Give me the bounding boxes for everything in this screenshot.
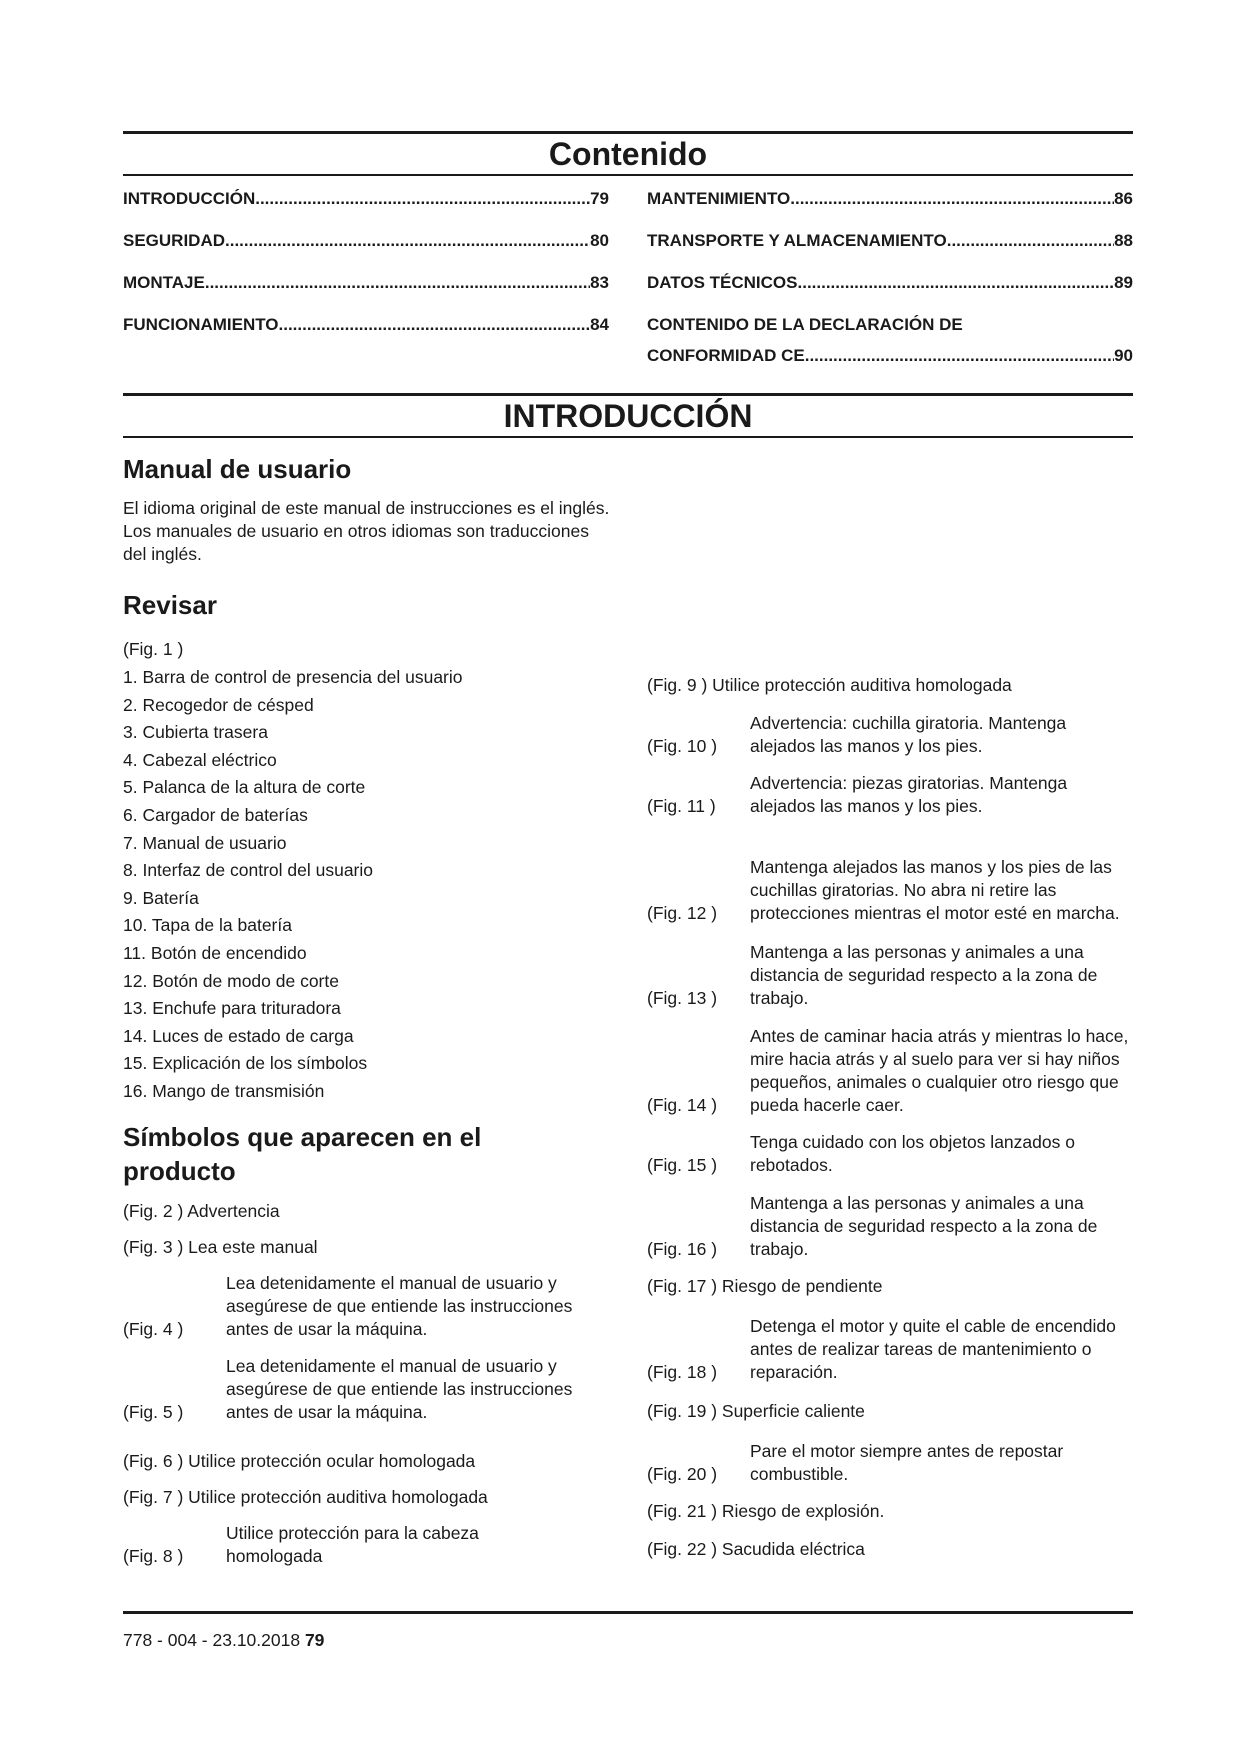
symbol-entry [123, 1450, 475, 1473]
symbol-entry [123, 1200, 280, 1223]
symbol-entry [647, 772, 1133, 818]
fig-label: (Fig. 20 ) [647, 1464, 718, 1484]
toc-right-column [647, 188, 1133, 366]
symbol-entry [647, 674, 1012, 697]
symbol-entry [647, 1500, 884, 1523]
fig-label: (Fig. 12 ) [647, 903, 718, 923]
symbol-entry [647, 1131, 1133, 1177]
symbol-entry [647, 1538, 865, 1561]
fig-label: (Fig. 15 ) [647, 1155, 718, 1175]
fig-text: Lea detenidamente el manual de usuario y asegúrese de que entiende las instrucciones antes de usar la máquina. [226, 1356, 573, 1422]
list-item: 11. Botón de encendido [123, 942, 307, 963]
fig-text: Utilice protección ocular homologada [188, 1451, 476, 1471]
fig-text: Lea detenidamente el manual de usuario y asegúrese de que entiende las instrucciones antes de usar la máquina. [226, 1273, 573, 1339]
symbol-entry [647, 1275, 882, 1298]
fig-label: (Fig. 3 ) [123, 1237, 184, 1257]
symbol-entry [647, 941, 1133, 1010]
fig-label: (Fig. 10 ) [647, 736, 718, 756]
doc-reference: 778 - 004 - 23.10.2018 [123, 1630, 305, 1650]
review-fig-ref: (Fig. 1 ) [123, 639, 184, 659]
toc-entry[interactable]: MONTAJE ..... 83 [123, 272, 609, 314]
toc-entry[interactable]: INTRODUCCIÓN ..... 79 [123, 188, 609, 230]
fig-label: (Fig. 11 ) [647, 796, 716, 816]
fig-label: (Fig. 13 ) [647, 988, 718, 1008]
fig-text: Sacudida eléctrica [721, 1539, 865, 1559]
list-item: 8. Interfaz de control del usuario [123, 860, 374, 881]
symbol-entry [647, 1400, 865, 1423]
fig-label: (Fig. 22 ) [647, 1539, 718, 1559]
section-top-rule [123, 393, 1133, 396]
toc-entry[interactable]: SEGURIDAD ..... 80 [123, 230, 609, 272]
symbol-entry [123, 1236, 318, 1259]
footer-rule [123, 1611, 1133, 1614]
list-item: 15. Explicación de los símbolos [123, 1053, 368, 1074]
list-item: 5. Palanca de la altura de corte [123, 777, 366, 798]
page-number: 79 [304, 1630, 325, 1650]
fig-text: Lea este manual [188, 1237, 318, 1257]
list-item: 2. Recogedor de césped [123, 694, 314, 715]
fig-label: (Fig. 7 ) [123, 1487, 184, 1507]
toc-entry[interactable]: FUNCIONAMIENTO ..... 84 [123, 314, 609, 356]
list-item: 7. Manual de usuario [123, 832, 287, 853]
list-item: 9. Batería [123, 887, 199, 908]
symbol-entry [647, 1440, 1133, 1486]
symbol-entry [123, 1486, 488, 1509]
section-bottom-rule [123, 436, 1133, 438]
fig-text: Utilice protección para la cabeza homologada [226, 1523, 479, 1566]
fig-label: (Fig. 17 ) [647, 1276, 718, 1296]
fig-text: Mantenga a las personas y animales a una distancia de seguridad respecto a la zona de trabajo. [750, 1193, 1098, 1259]
fig-text: Detenga el motor y quite el cable de encendido antes de realizar tareas de mantenimiento o reparación. [750, 1316, 1116, 1382]
fig-label: (Fig. 8 ) [123, 1546, 184, 1566]
fig-label: (Fig. 9 ) [647, 675, 708, 695]
list-item: 10. Tapa de la batería [123, 915, 292, 936]
fig-text: Utilice protección auditiva homologada [712, 675, 1012, 695]
symbols-heading: Símbolos que aparecen en el producto [123, 1122, 482, 1186]
fig-label: (Fig. 5 ) [123, 1402, 184, 1422]
fig-text: Superficie caliente [721, 1401, 865, 1421]
fig-label: (Fig. 2 ) [123, 1201, 184, 1221]
parts-list [123, 664, 463, 1106]
contents-bottom-rule [123, 174, 1133, 176]
contents-title: Contenido [548, 136, 708, 172]
toc-entry[interactable]: MANTENIMIENTO ..... 86 [647, 188, 1133, 230]
section-title: INTRODUCCIÓN [503, 398, 753, 434]
list-item: 3. Cubierta trasera [123, 722, 268, 743]
list-item: 12. Botón de modo de corte [123, 970, 339, 991]
fig-text: Utilice protección auditiva homologada [188, 1487, 488, 1507]
fig-label: (Fig. 21 ) [647, 1501, 718, 1521]
toc-entry[interactable]: DATOS TÉCNICOS ..... 89 [647, 272, 1133, 314]
contents-top-rule [123, 131, 1133, 134]
symbol-entry [123, 1522, 613, 1568]
fig-text: Riesgo de explosión. [721, 1501, 885, 1521]
fig-text: Advertencia: cuchilla giratoria. Mantenga alejados las manos y los pies. [750, 713, 1067, 756]
fig-text: Pare el motor siempre antes de repostar combustible. [750, 1441, 1064, 1484]
fig-label: (Fig. 16 ) [647, 1239, 718, 1259]
list-item: 13. Enchufe para trituradora [123, 998, 341, 1019]
fig-text: Antes de caminar hacia atrás y mientras lo hace, mire hacia atrás y al suelo para ver si hay niños pequeños, animales o cualquier otro riesgo que pueda hacerle caer. [750, 1026, 1129, 1115]
fig-text: Advertencia: piezas giratorias. Mantenga alejados las manos y los pies. [750, 773, 1068, 816]
list-item: 14. Luces de estado de carga [123, 1025, 354, 1046]
fig-label: (Fig. 14 ) [647, 1095, 718, 1115]
fig-label: (Fig. 19 ) [647, 1401, 718, 1421]
toc-entry[interactable]: CONTENIDO DE LA DECLARACIÓN DE CONFORMIDAD CE ..... 90 [647, 314, 1133, 366]
manual-text: El idioma original de este manual de instrucciones es el inglés. Los manuales de usuario en otros idiomas son traducciones del inglés. [123, 498, 610, 564]
symbol-entry [647, 1192, 1133, 1261]
fig-text: Tenga cuidado con los objetos lanzados o rebotados. [750, 1132, 1075, 1175]
symbol-entry [123, 1355, 613, 1424]
page-footer [123, 1630, 324, 1651]
list-item: 16. Mango de transmisión [123, 1080, 325, 1101]
list-item: 1. Barra de control de presencia del usuario [123, 667, 463, 687]
fig-text: Mantenga a las personas y animales a una distancia de seguridad respecto a la zona de trabajo. [750, 942, 1098, 1008]
toc-entry[interactable]: TRANSPORTE Y ALMACENAMIENTO ..... 88 [647, 230, 1133, 272]
fig-label: (Fig. 18 ) [647, 1362, 718, 1382]
fig-label: (Fig. 4 ) [123, 1319, 184, 1339]
list-item: 4. Cabezal eléctrico [123, 749, 277, 770]
manual-heading: Manual de usuario [123, 454, 352, 484]
fig-text: Advertencia [187, 1201, 280, 1221]
toc-left-column [123, 188, 609, 356]
review-heading: Revisar [123, 590, 217, 620]
symbol-entry [647, 1025, 1133, 1117]
symbol-entry [647, 1315, 1133, 1384]
symbol-entry [123, 1272, 613, 1341]
symbol-entry [647, 833, 1133, 925]
fig-text: Riesgo de pendiente [721, 1276, 883, 1296]
symbol-entry [647, 712, 1133, 758]
fig-text: Mantenga alejados las manos y los pies de las cuchillas giratorias. No abra ni retire las protecciones mientras el motor esté en marcha. [750, 857, 1120, 923]
fig-label: (Fig. 6 ) [123, 1451, 184, 1471]
list-item: 6. Cargador de baterías [123, 804, 308, 825]
